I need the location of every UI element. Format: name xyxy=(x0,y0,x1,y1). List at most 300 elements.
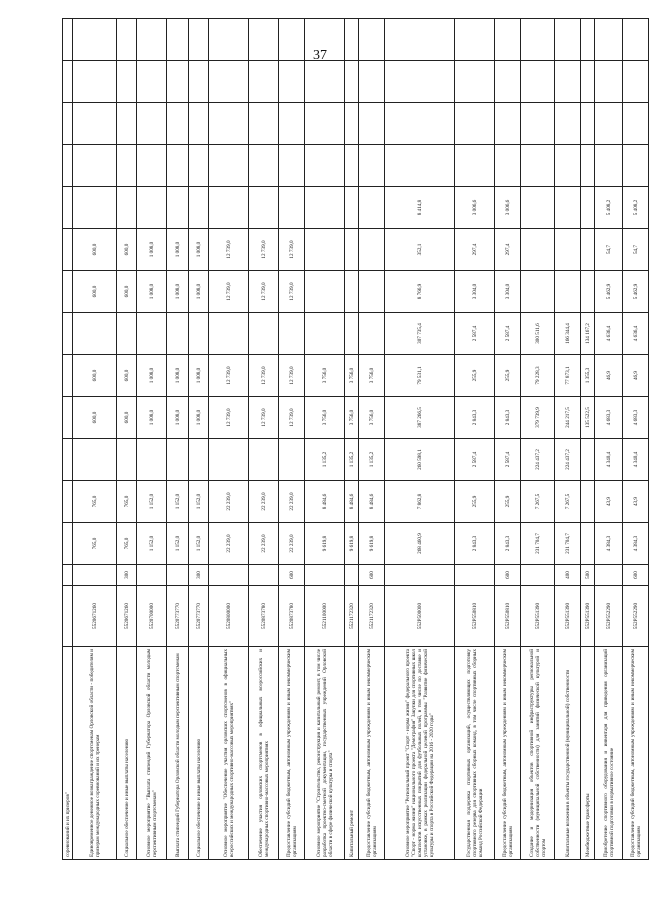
row-value-cell: 3 304,0 xyxy=(495,271,521,313)
row-value-cell xyxy=(63,481,73,523)
row-value-cell: 224 437,2 xyxy=(555,439,581,481)
row-value-cell xyxy=(249,439,279,481)
row-value-cell xyxy=(73,187,117,229)
row-value-cell xyxy=(279,145,305,187)
row-value-cell: 2 587,4 xyxy=(495,439,521,481)
row-value-cell xyxy=(209,439,249,481)
budget-table-body xyxy=(63,19,649,860)
row-value-cell xyxy=(555,103,581,145)
row-value-cell: 5 462,9 xyxy=(595,271,623,313)
row-value-cell xyxy=(521,19,555,61)
row-value-cell xyxy=(581,103,595,145)
row-value-cell xyxy=(63,355,73,397)
table-frame xyxy=(62,60,642,860)
row-name-cell: соревнований и их призеров" xyxy=(63,647,73,860)
row-value-cell: 3 756,0 xyxy=(345,355,359,397)
row-value-cell xyxy=(63,61,73,103)
row-value-cell xyxy=(595,19,623,61)
row-value-cell xyxy=(209,19,249,61)
row-value-cell xyxy=(73,145,117,187)
row-code-cell: 552P551390 xyxy=(521,586,555,647)
row-value-cell xyxy=(555,187,581,229)
row-value-cell: 352,1 xyxy=(385,229,455,271)
table-row xyxy=(345,19,359,860)
row-value-cell xyxy=(249,313,279,355)
row-value-cell xyxy=(137,61,167,103)
row-value-cell xyxy=(209,61,249,103)
row-value-cell: 1 008,0 xyxy=(137,397,167,439)
row-value-cell: 12 739,0 xyxy=(209,271,249,313)
row-value-cell: 231 704,7 xyxy=(555,523,581,565)
row-value-cell xyxy=(581,271,595,313)
table-row xyxy=(359,19,385,860)
row-name-cell: Социальное обеспечение и иные выплаты населению xyxy=(117,647,137,860)
row-value-cell xyxy=(137,439,167,481)
row-value-cell xyxy=(279,187,305,229)
row-code-cell: 5520773770 xyxy=(189,586,209,647)
row-value-cell: 297,4 xyxy=(455,229,495,271)
row-value-cell: 8 414,8 xyxy=(385,187,455,229)
row-value-cell: 600,0 xyxy=(73,229,117,271)
row-value-cell xyxy=(305,313,345,355)
row-value-cell xyxy=(249,145,279,187)
row-value-cell xyxy=(385,103,455,145)
row-value-cell xyxy=(305,229,345,271)
row-kvr-cell xyxy=(385,565,455,586)
row-value-cell xyxy=(495,145,521,187)
row-value-cell xyxy=(521,229,555,271)
row-name-cell: Предоставление субсидий бюджетным, автономным учреждениям и иным некоммерческим организациям xyxy=(279,647,305,860)
row-value-cell: 231 704,7 xyxy=(521,523,555,565)
row-value-cell: 255,9 xyxy=(495,355,521,397)
row-value-cell xyxy=(279,61,305,103)
row-value-cell: 77 873,1 xyxy=(555,355,581,397)
row-value-cell xyxy=(581,61,595,103)
row-value-cell xyxy=(209,145,249,187)
row-value-cell xyxy=(189,187,209,229)
row-value-cell xyxy=(581,439,595,481)
row-value-cell: 4 683,3 xyxy=(623,397,649,439)
row-value-cell xyxy=(209,187,249,229)
row-value-cell xyxy=(555,61,581,103)
table-row xyxy=(249,19,279,860)
row-value-cell xyxy=(189,103,209,145)
row-value-cell xyxy=(63,313,73,355)
row-name-cell: Приобретение спортивного оборудования и инвентаря для приведения организаций спортивной подготовки в нормативное состояние xyxy=(595,647,623,860)
row-value-cell: 2 843,3 xyxy=(455,397,495,439)
row-value-cell: 2 843,3 xyxy=(455,523,495,565)
row-value-cell xyxy=(455,19,495,61)
row-code-cell: 552P550810 xyxy=(495,586,521,647)
row-kvr-cell: 300 xyxy=(189,565,209,586)
row-value-cell xyxy=(359,61,385,103)
row-value-cell xyxy=(279,19,305,61)
row-value-cell xyxy=(359,145,385,187)
row-value-cell xyxy=(249,187,279,229)
row-value-cell: 12 739,0 xyxy=(249,397,279,439)
row-value-cell xyxy=(63,439,73,481)
row-value-cell: 1 008,0 xyxy=(137,271,167,313)
row-value-cell xyxy=(305,61,345,103)
row-kvr-cell xyxy=(455,565,495,586)
row-value-cell xyxy=(455,61,495,103)
table-row xyxy=(305,19,345,860)
row-name-cell: Основное мероприятие "Региональный проект "Спорт - норма жизни" федерального проекта "Спорт - норма жизни" национального проекта "Демография" Закупки для спортивных школ комплектов искусственных покрытий для футбольных полей, в том числе по доставке и установке, в рамках реализации федеральной целевой программы "Развитие физической культуры и спорта в Российской Федерации на 2016 - 2020 годы" xyxy=(385,647,455,860)
row-value-cell: 255,9 xyxy=(495,481,521,523)
row-code-cell: 552P500000 xyxy=(385,586,455,647)
row-value-cell: 43,9 xyxy=(623,481,649,523)
row-kvr-cell xyxy=(137,565,167,586)
row-value-cell xyxy=(345,19,359,61)
row-value-cell: 4 340,4 xyxy=(595,439,623,481)
row-value-cell xyxy=(385,145,455,187)
table-row xyxy=(495,19,521,860)
row-value-cell xyxy=(345,61,359,103)
row-value-cell: 43,9 xyxy=(595,481,623,523)
table-row xyxy=(521,19,555,860)
row-value-cell xyxy=(521,145,555,187)
row-value-cell: 12 739,0 xyxy=(279,229,305,271)
row-value-cell xyxy=(279,439,305,481)
row-value-cell: 1 135,2 xyxy=(305,439,345,481)
row-value-cell: 12 739,0 xyxy=(279,355,305,397)
table-row xyxy=(73,19,117,860)
row-value-cell: 600,0 xyxy=(117,229,137,271)
row-value-cell: 79 531,1 xyxy=(385,355,455,397)
row-value-cell: 1 008,0 xyxy=(167,397,189,439)
table-row xyxy=(555,19,581,860)
table-row xyxy=(385,19,455,860)
row-value-cell xyxy=(623,103,649,145)
row-value-cell xyxy=(167,61,189,103)
row-value-cell: 9 619,8 xyxy=(345,523,359,565)
row-value-cell: 12 739,0 xyxy=(279,271,305,313)
table-row xyxy=(455,19,495,860)
row-value-cell xyxy=(495,19,521,61)
row-value-cell: 300 511,6 xyxy=(521,313,555,355)
row-name-cell: Основное мероприятие "Выплата стипендий Губернатора Орловской области молодым перспективным спортсменам" xyxy=(137,647,167,860)
row-value-cell: 1 355,3 xyxy=(581,355,595,397)
table-row xyxy=(189,19,209,860)
row-value-cell xyxy=(137,145,167,187)
budget-table xyxy=(62,18,649,860)
table-row xyxy=(623,19,649,860)
row-value-cell xyxy=(189,61,209,103)
table-row xyxy=(117,19,137,860)
row-value-cell: 12 739,0 xyxy=(209,355,249,397)
row-value-cell xyxy=(595,103,623,145)
row-value-cell: 135 522,5 xyxy=(581,397,595,439)
row-value-cell xyxy=(137,313,167,355)
row-value-cell xyxy=(137,187,167,229)
row-value-cell xyxy=(73,439,117,481)
row-value-cell xyxy=(623,61,649,103)
row-value-cell: 5 408,2 xyxy=(595,187,623,229)
row-value-cell xyxy=(521,187,555,229)
row-kvr-cell xyxy=(521,565,555,586)
row-value-cell xyxy=(305,19,345,61)
row-value-cell xyxy=(167,187,189,229)
table-row xyxy=(63,19,73,860)
row-kvr-cell xyxy=(167,565,189,586)
row-value-cell: 8 484,6 xyxy=(305,481,345,523)
row-value-cell: 260 598,1 xyxy=(385,439,455,481)
row-value-cell: 1 152,0 xyxy=(137,481,167,523)
row-value-cell: 8 484,6 xyxy=(345,481,359,523)
row-value-cell: 255,9 xyxy=(455,481,495,523)
row-kvr-cell xyxy=(209,565,249,586)
row-value-cell xyxy=(385,61,455,103)
row-code-cell: 5521172320 xyxy=(359,586,385,647)
row-value-cell: 244 217,5 xyxy=(555,397,581,439)
row-code-cell: 5520873780 xyxy=(249,586,279,647)
row-value-cell xyxy=(209,313,249,355)
row-kvr-cell: 600 xyxy=(279,565,305,586)
row-value-cell xyxy=(581,481,595,523)
row-value-cell xyxy=(209,103,249,145)
row-value-cell xyxy=(359,187,385,229)
row-value-cell xyxy=(63,397,73,439)
row-value-cell xyxy=(305,187,345,229)
row-value-cell xyxy=(279,103,305,145)
row-code-cell: 5520671260 xyxy=(117,586,137,647)
row-value-cell: 1 135,2 xyxy=(345,439,359,481)
row-value-cell: 268 460,9 xyxy=(385,523,455,565)
row-kvr-cell: 400 xyxy=(555,565,581,586)
row-value-cell: 2 843,3 xyxy=(495,523,521,565)
row-value-cell: 1 152,0 xyxy=(137,523,167,565)
row-value-cell: 600,0 xyxy=(117,355,137,397)
row-code-cell: 552P550810 xyxy=(455,586,495,647)
row-name-cell: Единовременное денежное вознаграждение спортсменам Орловской области - победителям и призерам международных соревнований и их тренерам xyxy=(73,647,117,860)
row-value-cell: 3 756,0 xyxy=(305,397,345,439)
row-kvr-cell: 600 xyxy=(623,565,649,586)
row-kvr-cell xyxy=(305,565,345,586)
row-value-cell xyxy=(63,145,73,187)
row-name-cell: Создание и модернизация объектов спортивной инфраструктуры региональной собственности (муниципальной собственности) для занятий физической культурой и спортом xyxy=(521,647,555,860)
row-value-cell xyxy=(249,19,279,61)
row-code-cell: 5520873780 xyxy=(279,586,305,647)
row-value-cell: 1 008,0 xyxy=(189,271,209,313)
row-code-cell: 552P551390 xyxy=(555,586,581,647)
row-value-cell xyxy=(189,439,209,481)
row-value-cell: 1 008,0 xyxy=(189,397,209,439)
row-value-cell: 4 384,3 xyxy=(623,523,649,565)
row-value-cell xyxy=(73,103,117,145)
table-row xyxy=(137,19,167,860)
row-value-cell: 3 304,0 xyxy=(455,271,495,313)
row-value-cell xyxy=(305,271,345,313)
row-value-cell: 3 756,0 xyxy=(345,397,359,439)
row-code-cell: 5520773770 xyxy=(167,586,189,647)
row-value-cell: 79 228,3 xyxy=(521,355,555,397)
row-name-cell: Обеспечение участия орловских спортсменов в официальных всероссийских и международных спортивно-массовых мероприятиях xyxy=(249,647,279,860)
row-code-cell: 5520671260 xyxy=(73,586,117,647)
row-value-cell xyxy=(555,19,581,61)
row-value-cell: 7 267,5 xyxy=(521,481,555,523)
row-value-cell: 3 756,0 xyxy=(305,355,345,397)
row-value-cell xyxy=(249,103,279,145)
row-value-cell: 2 587,4 xyxy=(455,313,495,355)
row-value-cell: 3 006,6 xyxy=(455,187,495,229)
row-value-cell xyxy=(495,103,521,145)
row-value-cell xyxy=(167,439,189,481)
row-value-cell xyxy=(63,19,73,61)
row-value-cell: 9 619,8 xyxy=(359,523,385,565)
row-code-cell: 552P551390 xyxy=(581,586,595,647)
row-value-cell xyxy=(359,19,385,61)
row-value-cell xyxy=(345,229,359,271)
row-code-cell xyxy=(63,586,73,647)
row-value-cell xyxy=(345,187,359,229)
row-value-cell xyxy=(279,313,305,355)
rotated-table-container xyxy=(62,60,642,860)
row-value-cell xyxy=(117,187,137,229)
row-value-cell: 765,0 xyxy=(73,481,117,523)
row-value-cell: 46,9 xyxy=(623,355,649,397)
row-value-cell xyxy=(581,145,595,187)
row-value-cell xyxy=(63,229,73,271)
row-value-cell xyxy=(167,103,189,145)
row-value-cell xyxy=(623,145,649,187)
row-value-cell xyxy=(63,187,73,229)
row-value-cell: 22 239,0 xyxy=(279,523,305,565)
row-value-cell xyxy=(581,19,595,61)
row-value-cell xyxy=(359,103,385,145)
row-value-cell xyxy=(359,271,385,313)
row-name-cell: Капитальный ремонт xyxy=(345,647,359,860)
row-value-cell: 1 152,0 xyxy=(167,523,189,565)
row-kvr-cell: 300 xyxy=(117,565,137,586)
row-value-cell xyxy=(595,61,623,103)
row-value-cell: 22 239,0 xyxy=(279,481,305,523)
row-value-cell: 1 008,0 xyxy=(137,229,167,271)
row-value-cell: 1 008,0 xyxy=(167,271,189,313)
row-value-cell xyxy=(555,145,581,187)
row-kvr-cell xyxy=(345,565,359,586)
row-name-cell: Основное мероприятие "Строительство, реконструкция и капитальный ремонт, в том числе разработка проектно-сметной документации, государственных учреждений Орловской области в сфере физической культуры и спорта" xyxy=(305,647,345,860)
row-value-cell xyxy=(167,145,189,187)
row-value-cell xyxy=(63,271,73,313)
row-value-cell: 307 735,4 xyxy=(385,313,455,355)
row-value-cell xyxy=(359,313,385,355)
row-value-cell: 22 239,0 xyxy=(249,481,279,523)
row-value-cell xyxy=(521,103,555,145)
row-value-cell: 3 006,6 xyxy=(495,187,521,229)
row-value-cell: 5 462,9 xyxy=(623,271,649,313)
row-kvr-cell: 600 xyxy=(359,565,385,586)
row-value-cell xyxy=(455,103,495,145)
row-value-cell: 1 008,0 xyxy=(167,355,189,397)
row-value-cell: 600,0 xyxy=(117,271,137,313)
row-value-cell xyxy=(345,271,359,313)
row-name-cell: Предоставление субсидий бюджетным, автономным учреждениям и иным некоммерческим организациям xyxy=(359,647,385,860)
row-value-cell: 12 739,0 xyxy=(279,397,305,439)
row-value-cell xyxy=(455,145,495,187)
row-value-cell xyxy=(117,439,137,481)
row-value-cell: 3 756,0 xyxy=(359,397,385,439)
row-value-cell xyxy=(137,103,167,145)
row-value-cell: 4 683,3 xyxy=(595,397,623,439)
table-row xyxy=(595,19,623,860)
row-name-cell: Государственная поддержка спортивных организаций, осуществляющих подготовку спортивного резерва для спортивных сборных команд, в том числе спортивных сборных команд Российской Федерации xyxy=(455,647,495,860)
row-value-cell xyxy=(385,19,455,61)
row-kvr-cell xyxy=(595,565,623,586)
row-value-cell: 1 008,0 xyxy=(189,229,209,271)
row-kvr-cell xyxy=(249,565,279,586)
row-code-cell: 552P552290 xyxy=(595,586,623,647)
table-row xyxy=(581,19,595,860)
row-value-cell: 4 340,4 xyxy=(623,439,649,481)
row-value-cell: 255,9 xyxy=(455,355,495,397)
row-value-cell xyxy=(117,61,137,103)
row-value-cell: 1 152,0 xyxy=(167,481,189,523)
row-value-cell: 8 766,9 xyxy=(385,271,455,313)
row-value-cell: 12 739,0 xyxy=(209,397,249,439)
row-value-cell xyxy=(345,145,359,187)
row-value-cell: 600,0 xyxy=(73,355,117,397)
row-value-cell xyxy=(117,313,137,355)
row-value-cell: 224 437,2 xyxy=(521,439,555,481)
row-name-cell: Капитальные вложения в объекты государственной (муниципальной) собственности xyxy=(555,647,581,860)
row-code-cell: 5520700000 xyxy=(137,586,167,647)
row-code-cell: 5521100000 xyxy=(305,586,345,647)
row-value-cell: 765,0 xyxy=(73,523,117,565)
row-kvr-cell: 600 xyxy=(495,565,521,586)
row-value-cell: 12 739,0 xyxy=(249,271,279,313)
row-value-cell: 1 152,0 xyxy=(189,523,209,565)
row-value-cell: 166 344,4 xyxy=(555,313,581,355)
row-value-cell: 22 239,0 xyxy=(249,523,279,565)
row-value-cell: 9 619,8 xyxy=(305,523,345,565)
row-name-cell: Предоставление субсидий бюджетным, автономным учреждениям и иным некоммерческим организациям xyxy=(623,647,649,860)
row-kvr-cell: 500 xyxy=(581,565,595,586)
row-value-cell: 8 484,6 xyxy=(359,481,385,523)
row-code-cell: 552P552290 xyxy=(623,586,649,647)
row-value-cell: 4 384,3 xyxy=(595,523,623,565)
row-value-cell xyxy=(117,145,137,187)
row-value-cell: 5 408,2 xyxy=(623,187,649,229)
row-value-cell: 7 862,8 xyxy=(385,481,455,523)
row-value-cell xyxy=(73,19,117,61)
row-value-cell: 2 587,4 xyxy=(495,313,521,355)
row-value-cell xyxy=(73,313,117,355)
row-value-cell: 46,9 xyxy=(595,355,623,397)
row-value-cell xyxy=(555,271,581,313)
row-value-cell: 134 167,2 xyxy=(581,313,595,355)
row-value-cell xyxy=(249,61,279,103)
row-value-cell: 12 739,0 xyxy=(209,229,249,271)
row-value-cell xyxy=(359,229,385,271)
row-value-cell: 1 008,0 xyxy=(189,355,209,397)
row-value-cell xyxy=(305,145,345,187)
table-row xyxy=(279,19,305,860)
row-value-cell xyxy=(623,19,649,61)
row-value-cell: 765,0 xyxy=(117,481,137,523)
row-value-cell: 22 239,0 xyxy=(209,523,249,565)
row-value-cell: 2 843,3 xyxy=(495,397,521,439)
table-row xyxy=(167,19,189,860)
row-value-cell xyxy=(117,103,137,145)
row-value-cell xyxy=(581,187,595,229)
row-value-cell: 3 756,0 xyxy=(359,355,385,397)
row-value-cell: 7 267,5 xyxy=(555,481,581,523)
page-number: 37 xyxy=(313,48,327,63)
row-value-cell: 297,4 xyxy=(495,229,521,271)
row-value-cell: 54,7 xyxy=(623,229,649,271)
row-value-cell xyxy=(555,229,581,271)
row-value-cell xyxy=(581,229,595,271)
